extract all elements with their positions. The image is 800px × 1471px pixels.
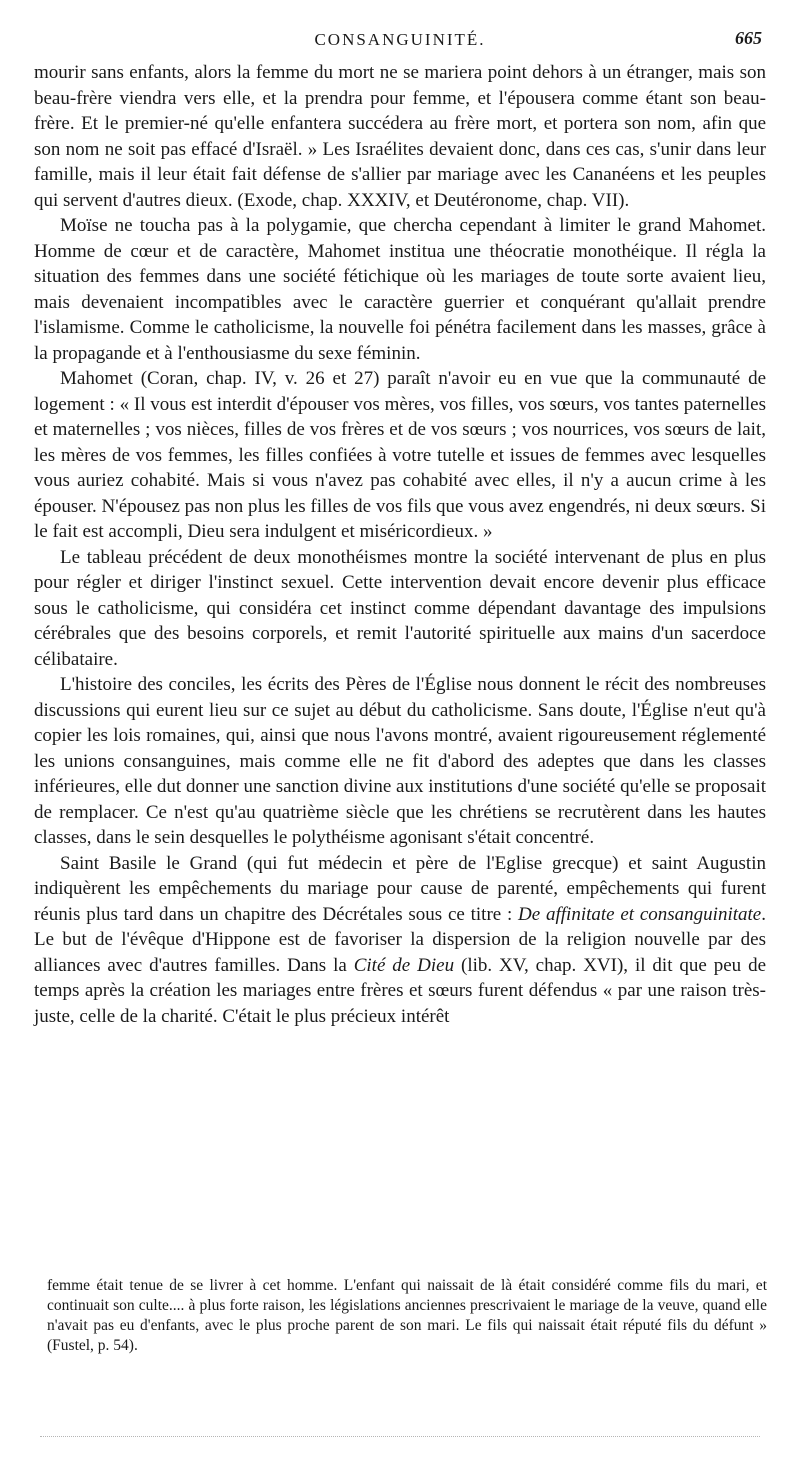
paragraph-text-segment: Saint Basile le Grand (qui fut médecin et père de l'Eglise grecque) et saint Augustin indiquèrent les empêchements du mariage pour cause de parenté, empêchements qui furent réunis plus tard dans un chapitre des Décrétales sous ce titre : <box>34 852 766 925</box>
bottom-divider <box>40 1436 760 1437</box>
footnote <box>47 1276 767 1356</box>
paragraph-saint-basile <box>34 851 766 1030</box>
decretales-title: De affinitate et consanguinitate <box>518 903 762 925</box>
paragraph-continuation: mourir sans enfants, alors la femme du mort ne se mariera point dehors à un étranger, mais son beau-frère viendra vers elle, et la prendra pour femme, et l'épousera comme étant son beau-frère. Et le premier-né qu'elle enfantera succédera au frère mort, et portera son nom, afin que son nom ne soit pas effacé d'Israël. » Les Israélites devaient donc, dans ces cas, s'unir dans leur famille, mais il leur était fait défense de s'allier par mariage avec les Cananéens et les peuples qui servent d'autres dieux. (Exode, chap. XXXIV, et Deutéronome, chap. VII). <box>34 62 766 211</box>
footnote-text: femme était tenue de se livrer à cet homme. L'enfant qui naissait de là était considéré comme fils du mari, et continuait son culte.... à plus forte raison, les législations anciennes prescrivaient le mariage de la veuve, quand elle n'avait pas eu d'enfants, avec le plus proche parent de son mari. Le fils qui naissait était réputé fils du défunt » (Fustel, p. 54). <box>47 1277 767 1354</box>
running-title: CONSANGUINITÉ. <box>314 30 486 49</box>
paragraph-tableau: Le tableau précédent de deux monothéismes montre la société intervenant de plus en plus pour régler et diriger l'instinct sexuel. Cette intervention devait encore devenir plus efficace sous le catholicisme, qui considéra cet instinct comme dépendant davantage des impulsions cérébrales que des besoins corporels, et remit l'autorité spirituelle aux mains d'un sacerdoce célibataire. <box>34 546 766 670</box>
paragraph-mahomet-coran: Mahomet (Coran, chap. IV, v. 26 et 27) paraît n'avoir eu en vue que la communauté de logement : « Il vous est interdit d'épouser vos mères, vos filles, vos sœurs, vos tantes paternelles et maternelles ; vos nièces, filles de vos frères et de vos sœurs ; vos nourrices, vos sœurs de lait, les mères de vos femmes, les filles confiées à votre tutelle et issues de femmes avec lesquelles vous auriez cohabité. Mais si vous n'avez pas cohabité avec elles, il n'y a aucun crime à les épouser. N'épousez pas non plus les filles de vos fils que vous avez engendrés, ni deux sœurs. Si le fait est accompli, Dieu sera indulgent et miséricordieux. » <box>34 368 766 542</box>
paragraph-text-segment: . Le but de l'évêque d'Hippone est de favoriser la dispersion de la religion nouvelle par des alliances avec d'autres familles. Dans la <box>34 903 766 976</box>
cite-de-dieu-title: Cité de Dieu <box>353 954 455 976</box>
running-head <box>34 30 766 56</box>
body-text <box>34 60 766 1029</box>
paragraph-conciles: L'histoire des conciles, les écrits des Pères de l'Église nous donnent le récit des nombreuses discussions qui eurent lieu sur ce sujet au début du catholicisme. Sans doute, l'Église n'eut qu'à copier les lois romaines, qui, ainsi que nous l'avons montré, avaient rigoureusement réglementé les unions consanguines, mais comme elle ne fit d'abord des adeptes que dans les classes inférieures, elle dut donner une sanction divine aux institutions d'une société qu'elle se proposait de remplacer. Ce n'est qu'au quatrième siècle que les chrétiens se recrutèrent dans les hautes classes, dans le sein desquelles le polythéisme agonisant s'était concentré. <box>34 674 766 848</box>
page-number: 665 <box>735 28 762 48</box>
paragraph-text-segment: (lib. XV, chap. XVI), il dit que peu de temps après la création les mariages entre frères et sœurs furent défendus « par une raison très-juste, celle de la charité. C'était le plus précieux intérêt <box>34 954 767 1027</box>
paragraph-moise: Moïse ne toucha pas à la polygamie, que chercha cependant à limiter le grand Mahomet. Homme de cœur et de caractère, Mahomet institua une théocratie monothéique. Il régla la situation des femmes dans une société fétichique où les mariages de toute sorte avaient lieu, mais devenaient incompatibles avec le caractère guerrier et conquérant qu'allait prendre l'islamisme. Comme le catholicisme, la nouvelle foi pénétra facilement dans les masses, grâce à la propagande et à l'enthousiasme du sexe féminin. <box>34 215 766 364</box>
